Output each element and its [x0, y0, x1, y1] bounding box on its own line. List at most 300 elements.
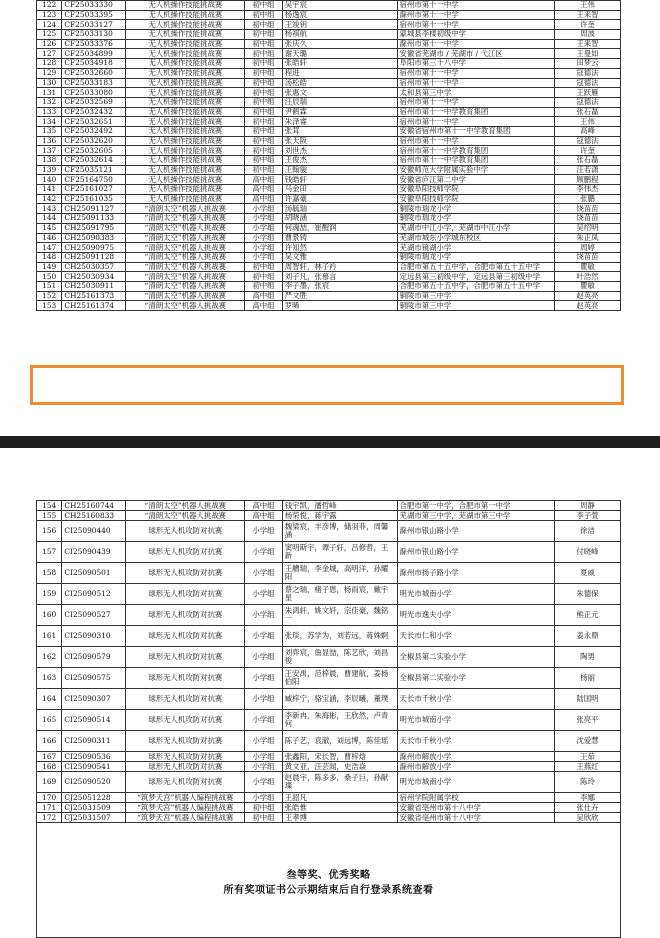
group-cell: 小学组 — [245, 605, 283, 626]
table-row — [37, 262, 621, 272]
table-row — [37, 1, 621, 11]
table-row — [37, 793, 621, 803]
group-cell: 小学组 — [245, 710, 283, 731]
group-cell: 初中组 — [245, 813, 283, 823]
entry-id-cell: CI25090527 — [62, 605, 126, 626]
row-number-cell: 171 — [37, 803, 62, 813]
school-cell: 宿州市第十一中学 — [397, 97, 554, 107]
group-cell: 小学组 — [245, 563, 283, 584]
group-cell: 小学组 — [245, 542, 283, 563]
table-row — [37, 731, 621, 752]
coach-cell: 王茹 — [554, 752, 620, 762]
table-row — [37, 281, 621, 291]
table-row — [37, 194, 621, 204]
entry-id-cell: CI25090501 — [62, 563, 126, 584]
table-row — [37, 165, 621, 175]
entry-id-cell: CF25032660 — [62, 68, 126, 78]
coach-cell: 王燕红 — [554, 762, 620, 772]
event-name-cell: “清朗太空”机器人挑战赛 — [126, 252, 245, 262]
row-number-cell: 147 — [37, 243, 62, 253]
table-row — [37, 301, 621, 311]
school-cell: 滁州市第十一中学 — [397, 39, 554, 49]
participants-cell: 张庆久 — [282, 39, 397, 49]
coach-cell: 沈爱慧 — [554, 731, 620, 752]
event-name-cell: 球形无人机攻防对抗赛 — [126, 710, 245, 731]
school-cell: 滁州市银山路小学 — [397, 542, 554, 563]
entry-id-cell: CH25030934 — [62, 272, 126, 282]
table-row — [37, 668, 621, 689]
school-cell: 宿州市第十一中学教育集团 — [397, 107, 554, 117]
group-cell: 初中组 — [245, 117, 283, 127]
school-cell: 安徽师范大学附属实验中学 — [397, 165, 554, 175]
entry-id-cell: CH25161374 — [62, 301, 126, 311]
school-cell: 芜湖市镜湖小学 — [397, 243, 554, 253]
entry-id-cell: CI25090541 — [62, 762, 126, 772]
participants-cell: 张皓惟 — [282, 803, 397, 813]
table-row — [37, 521, 621, 542]
school-cell: 安徽阜阳技师学院 — [397, 194, 554, 204]
group-cell: 小学组 — [245, 223, 283, 233]
coach-cell: 寇德法 — [554, 68, 620, 78]
event-name-cell: “清朗太空”机器人挑战赛 — [126, 262, 245, 272]
coach-cell: 陆国明 — [554, 689, 620, 710]
coach-cell: 寇德法 — [554, 136, 620, 146]
group-cell: 小学组 — [245, 243, 283, 253]
entry-id-cell: CF25033183 — [62, 78, 126, 88]
table-row — [37, 30, 621, 40]
coach-cell: 王伟 — [554, 117, 620, 127]
entry-id-cell: CI25090439 — [62, 542, 126, 563]
coach-cell: 朱正凤 — [554, 233, 620, 243]
row-number-cell: 122 — [37, 1, 62, 11]
school-cell: 明光市城南小学 — [397, 772, 554, 793]
participants-cell: 程进 — [282, 68, 397, 78]
row-number-cell: 150 — [37, 272, 62, 282]
school-cell: 安徽省亳州市第十八中学 — [397, 803, 554, 813]
entry-id-cell: CF25033395 — [62, 10, 126, 20]
group-cell: 初中组 — [245, 146, 283, 156]
table-row — [37, 107, 621, 117]
award-table-bottom — [36, 500, 621, 896]
group-cell: 高中组 — [245, 291, 283, 301]
table-row — [37, 252, 621, 262]
group-cell: 高中组 — [245, 511, 283, 521]
participants-cell: 吴文雅 — [282, 252, 397, 262]
participants-cell: 谢天璐 — [282, 49, 397, 59]
entry-id-cell: CF25164750 — [62, 175, 126, 185]
participants-cell: 周智轩，林子衿 — [282, 262, 397, 272]
coach-cell: 姜永鼎 — [554, 626, 620, 647]
school-cell: 滁州市解放小学 — [397, 762, 554, 772]
event-name-cell: “清朗太空”机器人挑战赛 — [126, 214, 245, 224]
row-number-cell: 170 — [37, 793, 62, 803]
row-number-cell: 155 — [37, 511, 62, 521]
participants-cell: 蔡之瑞，楮子恩，杨雨宸，戴宇星 — [282, 584, 397, 605]
group-cell: 初中组 — [245, 97, 283, 107]
school-cell: 宿州市第十一中学教育集团 — [397, 156, 554, 166]
entry-id-cell: CH25090975 — [62, 243, 126, 253]
participants-cell: 钱皓轩 — [282, 175, 397, 185]
school-cell: 铜陵市第三中学 — [397, 301, 554, 311]
participants-cell: 胡晓涵 — [282, 214, 397, 224]
table-row — [37, 204, 621, 214]
school-cell: 合肥市第五十五中学，合肥市第五十五中学 — [397, 262, 554, 272]
coach-cell: 夏威 — [554, 563, 620, 584]
coach-cell: 张鹏 — [554, 194, 620, 204]
coach-cell: 张石磊 — [554, 156, 620, 166]
group-cell: 初中组 — [245, 49, 283, 59]
group-cell: 初中组 — [245, 156, 283, 166]
coach-cell: 饶苗苗 — [554, 252, 620, 262]
row-number-cell: 141 — [37, 185, 62, 195]
event-name-cell: “清朗太空”机器人挑战赛 — [126, 501, 245, 511]
row-number-cell: 172 — [37, 813, 62, 823]
group-cell: 小学组 — [245, 647, 283, 668]
entry-id-cell: CF25161027 — [62, 185, 126, 195]
participants-cell: 张天阪 — [282, 136, 397, 146]
event-name-cell: “筑梦天宫”机器人编程挑战赛 — [126, 793, 245, 803]
row-number-cell: 142 — [37, 194, 62, 204]
school-cell: 芜湖市第三中学，芜湖市第三中学 — [397, 511, 554, 521]
participants-cell: 刘弈宸，詹显喆，陈艺欣，刘昌俊 — [282, 647, 397, 668]
group-cell: 小学组 — [245, 731, 283, 752]
participants-cell: 黄文亚，汪芸闻，史浩焱 — [282, 762, 397, 772]
row-number-cell: 139 — [37, 165, 62, 175]
entry-id-cell: CH25090383 — [62, 233, 126, 243]
participants-cell: 臧梓宁，骆宝涵，李辰曦，董璞 — [282, 689, 397, 710]
coach-cell: 寇德法 — [554, 78, 620, 88]
coach-cell: 王来智 — [554, 10, 620, 20]
group-cell: 小学组 — [245, 214, 283, 224]
event-name-cell: 球形无人机攻防对抗赛 — [126, 563, 245, 584]
table-row — [37, 626, 621, 647]
row-number-cell: 154 — [37, 501, 62, 511]
entry-id-cell: CF25033130 — [62, 30, 126, 40]
event-name-cell: 无人机操作技能挑战赛 — [126, 78, 245, 88]
entry-id-cell: CF25032605 — [62, 146, 126, 156]
event-name-cell: 无人机操作技能挑战赛 — [126, 185, 245, 195]
row-number-cell: 158 — [37, 563, 62, 584]
school-cell: 安徽省亳州市第十八中学 — [397, 813, 554, 823]
group-cell: 初中组 — [245, 136, 283, 146]
coach-cell: 周静 — [554, 501, 620, 511]
award-table-top — [36, 0, 621, 408]
group-cell: 高中组 — [245, 175, 283, 185]
school-cell: 定远县第三初级中学，定远县第三初级中学 — [397, 272, 554, 282]
school-cell: 全椒县第二实验小学 — [397, 647, 554, 668]
coach-cell: 汪若潇 — [554, 165, 620, 175]
row-number-cell: 123 — [37, 10, 62, 20]
row-number-cell: 126 — [37, 39, 62, 49]
page-divider — [0, 436, 660, 448]
coach-cell: 朱德保 — [554, 584, 620, 605]
coach-cell: 赵英亮 — [554, 301, 620, 311]
event-name-cell: 无人机操作技能挑战赛 — [126, 107, 245, 117]
school-cell: 滁州市解放小学 — [397, 752, 554, 762]
table-row — [37, 762, 621, 772]
entry-id-cell: CH25161373 — [62, 291, 126, 301]
participants-cell: 张皓轩 — [282, 59, 397, 69]
participants-cell: 尹鹤霖 — [282, 107, 397, 117]
row-number-cell: 168 — [37, 762, 62, 772]
coach-cell: 徐洁 — [554, 521, 620, 542]
school-cell: 芜湖市中江小学，芜湖市中江小学 — [397, 223, 554, 233]
coach-cell: 许奎 — [554, 20, 620, 30]
event-name-cell: “清朗太空”机器人挑战赛 — [126, 301, 245, 311]
event-name-cell: 球形无人机攻防对抗赛 — [126, 689, 245, 710]
coach-cell: 王曼如 — [554, 49, 620, 59]
participants-cell: 王竣钥 — [282, 20, 397, 30]
coach-cell: 高峰 — [554, 126, 620, 136]
group-cell: 高中组 — [245, 301, 283, 311]
group-cell: 初中组 — [245, 20, 283, 30]
coach-cell: 陶男 — [554, 647, 620, 668]
participants-cell: 钱宇凯，潘哲峰 — [282, 501, 397, 511]
coach-cell: 叶浩然 — [554, 272, 620, 282]
entry-id-cell: CI25090307 — [62, 689, 126, 710]
school-cell: 太和县第三中学 — [397, 88, 554, 98]
row-number-cell: 133 — [37, 107, 62, 117]
coach-cell: 吴欣欣 — [554, 813, 620, 823]
participants-cell: 杨祺航 — [282, 30, 397, 40]
row-number-cell: 129 — [37, 68, 62, 78]
row-number-cell: 153 — [37, 301, 62, 311]
event-name-cell: 球形无人机攻防对抗赛 — [126, 626, 245, 647]
row-number-cell: 130 — [37, 78, 62, 88]
coach-cell: 熊正元 — [554, 605, 620, 626]
table-row — [37, 214, 621, 224]
table-row — [37, 243, 621, 253]
row-number-cell: 160 — [37, 605, 62, 626]
event-name-cell: 无人机操作技能挑战赛 — [126, 68, 245, 78]
group-cell: 初中组 — [245, 59, 283, 69]
event-name-cell: “清朗太空”机器人挑战赛 — [126, 243, 245, 253]
event-name-cell: 无人机操作技能挑战赛 — [126, 59, 245, 69]
event-name-cell: “清朗太空”机器人挑战赛 — [126, 223, 245, 233]
school-cell: 天长市仁和小学 — [397, 626, 554, 647]
group-cell: 小学组 — [245, 752, 283, 762]
event-name-cell: “清朗太空”机器人挑战赛 — [126, 204, 245, 214]
row-number-cell: 163 — [37, 668, 62, 689]
event-name-cell: “清朗太空”机器人挑战赛 — [126, 272, 245, 282]
participants-cell: 张茸 — [282, 126, 397, 136]
row-number-cell: 162 — [37, 647, 62, 668]
entry-id-cell: CJ25031509 — [62, 803, 126, 813]
row-number-cell: 157 — [37, 542, 62, 563]
participants-cell: 汪辰瑞 — [282, 97, 397, 107]
group-cell: 小学组 — [245, 252, 283, 262]
entry-id-cell: CF25033080 — [62, 88, 126, 98]
school-cell: 明光市逸夫小学 — [397, 605, 554, 626]
table-row — [37, 752, 621, 762]
participants-cell: 许嘉豪 — [282, 194, 397, 204]
school-cell: 滁州市第十一中学 — [397, 10, 554, 20]
row-number-cell: 152 — [37, 291, 62, 301]
school-cell: 宿州市第十一中学 — [397, 68, 554, 78]
entry-id-cell: CF25034899 — [62, 49, 126, 59]
group-cell: 小学组 — [245, 521, 283, 542]
school-cell: 安徽省宿州市第十一中学教育集团 — [397, 126, 554, 136]
table-row — [37, 233, 621, 243]
event-name-cell: 无人机操作技能挑战赛 — [126, 156, 245, 166]
entry-id-cell: CF25033330 — [62, 1, 126, 11]
row-number-cell: 167 — [37, 752, 62, 762]
entry-id-cell: CF25035121 — [62, 165, 126, 175]
entry-id-cell: CH25030911 — [62, 281, 126, 291]
school-cell: 铜陵市瑞龙小学 — [397, 204, 554, 214]
entry-id-cell: CI25090575 — [62, 668, 126, 689]
group-cell: 初中组 — [245, 272, 283, 282]
highlight-box — [30, 365, 624, 405]
table-row — [37, 97, 621, 107]
coach-cell: 顾鹏程 — [554, 175, 620, 185]
row-number-cell: 132 — [37, 97, 62, 107]
participants-cell: 杨逸宸 — [282, 10, 397, 20]
event-name-cell: 球形无人机攻防对抗赛 — [126, 584, 245, 605]
school-cell: 安徽省芜湖市 / 芜湖市 / 弋江区 — [397, 49, 554, 59]
event-name-cell: 球形无人机攻防对抗赛 — [126, 772, 245, 793]
event-name-cell: 无人机操作技能挑战赛 — [126, 88, 245, 98]
participants-cell: 王孝博 — [282, 813, 397, 823]
table-row — [37, 605, 621, 626]
entry-id-cell: CF25032614 — [62, 156, 126, 166]
participants-cell: 张鑫阳，宋长智，曹梓焓 — [282, 752, 397, 762]
table-row — [37, 647, 621, 668]
footer-note — [36, 823, 621, 938]
school-cell: 铜陵市瑞龙小学 — [397, 214, 554, 224]
group-cell: 初中组 — [245, 803, 283, 813]
row-number-cell: 145 — [37, 223, 62, 233]
school-cell: 铜陵市第三中学 — [397, 291, 554, 301]
participants-cell: 王安禹，范梓晨，曹建航，姜杨伯阳 — [282, 668, 397, 689]
event-name-cell: 无人机操作技能挑战赛 — [126, 30, 245, 40]
table-row — [37, 68, 621, 78]
event-name-cell: 无人机操作技能挑战赛 — [126, 165, 245, 175]
event-name-cell: 无人机操作技能挑战赛 — [126, 20, 245, 30]
entry-id-cell: CF25032432 — [62, 107, 126, 117]
row-number-cell: 131 — [37, 88, 62, 98]
row-number-cell: 128 — [37, 59, 62, 69]
participants-cell: 王俊杰 — [282, 156, 397, 166]
coach-cell: 王来智 — [554, 39, 620, 49]
group-cell: 高中组 — [245, 501, 283, 511]
entry-id-cell: CH25030357 — [62, 262, 126, 272]
group-cell: 初中组 — [245, 262, 283, 272]
participants-cell: 张琰，苏学为，刘若远，蒋姝婀 — [282, 626, 397, 647]
school-cell: 安徽省庐江第二中学 — [397, 175, 554, 185]
row-number-cell: 125 — [37, 30, 62, 40]
participants-cell: 罗晞 — [282, 301, 397, 311]
table-row — [37, 136, 621, 146]
table-row — [37, 291, 621, 301]
table-row — [37, 10, 621, 20]
row-number-cell: 148 — [37, 252, 62, 262]
entry-id-cell: CJ25051228 — [62, 793, 126, 803]
school-cell: 滁州市扬子路小学 — [397, 563, 554, 584]
event-name-cell: 球形无人机攻防对抗赛 — [126, 647, 245, 668]
participants-cell: 张惠文 — [282, 88, 397, 98]
table-row — [37, 20, 621, 30]
group-cell: 初中组 — [245, 281, 283, 291]
entry-id-cell: CF25032492 — [62, 126, 126, 136]
group-cell: 高中组 — [245, 194, 283, 204]
coach-cell: 张石磊 — [554, 107, 620, 117]
participants-cell: 王艚瑞，李金城，高明洋，孙耀阳 — [282, 563, 397, 584]
row-number-cell: 146 — [37, 233, 62, 243]
school-cell: 全椒县第二实验小学 — [397, 668, 554, 689]
school-cell: 宿州学院附属学校 — [397, 793, 554, 803]
event-name-cell: “清朗太空”机器人挑战赛 — [126, 511, 245, 521]
participants-cell: 杨荣悦，蒋宇露 — [282, 511, 397, 521]
group-cell: 初中组 — [245, 126, 283, 136]
table-row — [37, 542, 621, 563]
entry-id-cell: CF25032651 — [62, 117, 126, 127]
row-number-cell: 151 — [37, 281, 62, 291]
entry-id-cell: CF25034918 — [62, 59, 126, 69]
coach-cell: 许奎 — [554, 146, 620, 156]
event-name-cell: 球形无人机攻防对抗赛 — [126, 542, 245, 563]
event-name-cell: “清朗太空”机器人挑战赛 — [126, 291, 245, 301]
participants-cell: 严文胜 — [282, 291, 397, 301]
participants-cell: 许知然 — [282, 243, 397, 253]
group-cell: 初中组 — [245, 39, 283, 49]
group-cell: 小学组 — [245, 762, 283, 772]
table-row — [37, 710, 621, 731]
school-cell: 明光市城南小学 — [397, 710, 554, 731]
coach-cell: 寇德法 — [554, 97, 620, 107]
entry-id-cell: CF25032569 — [62, 97, 126, 107]
footer-line-1: 叁等奖、优秀奖略 — [286, 870, 371, 881]
event-name-cell: 球形无人机攻防对抗赛 — [126, 762, 245, 772]
event-name-cell: 球形无人机攻防对抗赛 — [126, 668, 245, 689]
school-cell: 宿州市第十一中学 — [397, 136, 554, 146]
group-cell: 小学组 — [245, 233, 283, 243]
participants-cell: 王翰骏 — [282, 165, 397, 175]
coach-cell: 田梦云 — [554, 59, 620, 69]
table-row — [37, 584, 621, 605]
entry-id-cell: CI25090536 — [62, 752, 126, 762]
participants-cell: 李子墨，张宸 — [282, 281, 397, 291]
group-cell: 初中组 — [245, 88, 283, 98]
row-number-cell: 140 — [37, 175, 62, 185]
coach-cell: 饶苗苗 — [554, 204, 620, 214]
table-row — [37, 185, 621, 195]
row-number-cell: 166 — [37, 731, 62, 752]
table-row — [37, 813, 621, 823]
table-row — [37, 39, 621, 49]
school-cell: 阜阳市第三十八中学 — [397, 59, 554, 69]
coach-cell: 王伟 — [554, 1, 620, 11]
event-name-cell: 球形无人机攻防对抗赛 — [126, 521, 245, 542]
entry-id-cell: CI25090579 — [62, 647, 126, 668]
entry-id-cell: CH25091795 — [62, 223, 126, 233]
group-cell: 小学组 — [245, 204, 283, 214]
coach-cell: 赵英亮 — [554, 291, 620, 301]
school-cell: 宿州市第十一中学 — [397, 78, 554, 88]
coach-cell: 周婷 — [554, 243, 620, 253]
participants-cell: 王韶凡 — [282, 793, 397, 803]
table-row — [37, 117, 621, 127]
entry-id-cell: CF25033127 — [62, 20, 126, 30]
table-row — [37, 146, 621, 156]
participants-cell: 魏梁宸，丰彦博，储羽菲，周馨涵 — [282, 521, 397, 542]
group-cell: 小学组 — [245, 584, 283, 605]
school-cell: 铜陵市瑞龙小学 — [397, 252, 554, 262]
coach-cell: 吴绍明 — [554, 223, 620, 233]
event-name-cell: 无人机操作技能挑战赛 — [126, 39, 245, 49]
entry-id-cell: CJ25031507 — [62, 813, 126, 823]
school-cell: 宿州市第十一中学 — [397, 20, 554, 30]
